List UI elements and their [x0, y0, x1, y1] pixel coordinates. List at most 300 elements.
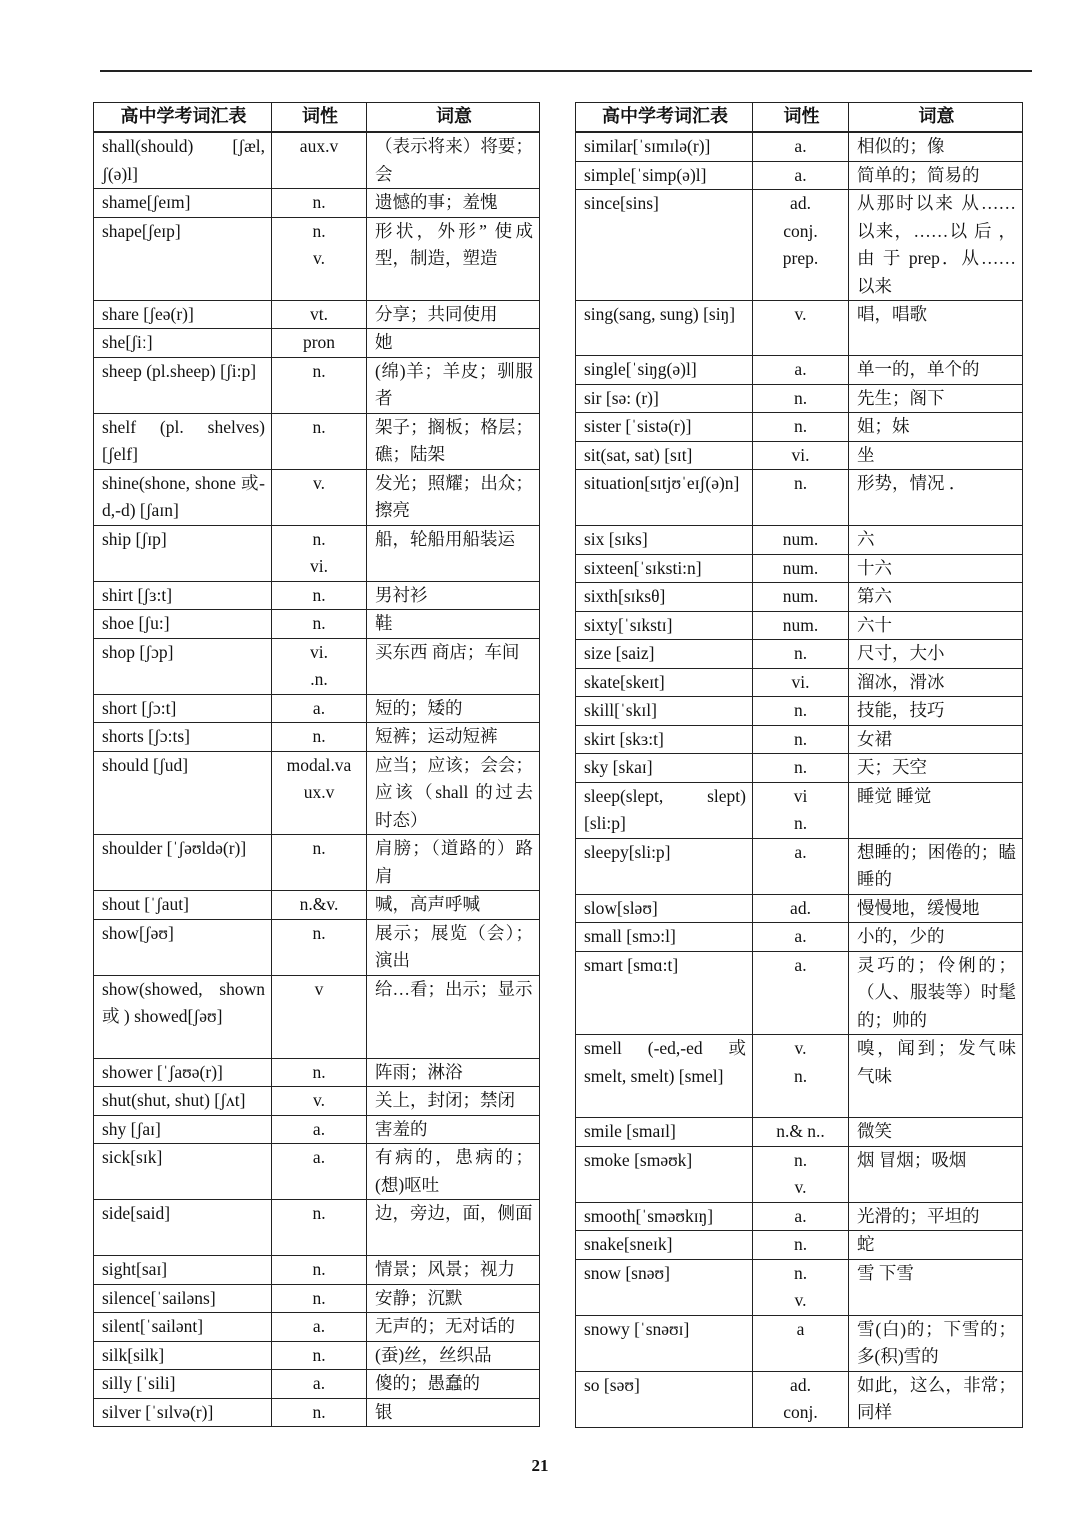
part-of-speech [753, 1315, 849, 1371]
vocab-word: shall(should) [ʃæl, ʃ(ə)l] [94, 132, 272, 189]
vocab-meaning: 分享；共同使用 [367, 300, 540, 329]
col-header-pos: 词性 [272, 103, 367, 133]
vocab-word: side[said] [94, 1200, 272, 1256]
vocab-word: shorts [ʃɔ:ts] [94, 723, 272, 752]
table-row [94, 357, 540, 413]
pos-label: v. [794, 1290, 807, 1310]
pos-label: v [314, 978, 324, 999]
vocab-word: share [ʃeə(r)] [94, 300, 272, 329]
vocab-meaning: 买东西 商店；车间 [367, 638, 540, 694]
pos-label: ad. [790, 193, 811, 213]
part-of-speech [753, 1231, 849, 1260]
table-row [94, 189, 540, 218]
table-row [94, 891, 540, 920]
pos-label: a. [312, 1316, 326, 1336]
part-of-speech [753, 894, 849, 923]
vocab-word: shy [ʃaɪ] [94, 1115, 272, 1144]
part-of-speech [272, 329, 367, 358]
table-row [576, 161, 1023, 190]
part-of-speech [272, 1200, 367, 1256]
table-row [94, 975, 540, 1058]
table-row [94, 413, 540, 469]
part-of-speech [753, 356, 849, 385]
table-row [94, 300, 540, 329]
pos-label: n. [312, 360, 326, 381]
vocab-word: sixty[ˈsɪkstɪ] [576, 611, 753, 640]
col-header-meaning: 词意 [367, 103, 540, 133]
vocab-word: shoe [ʃu:] [94, 610, 272, 639]
table-row [576, 611, 1023, 640]
part-of-speech [272, 1144, 367, 1200]
vocab-word: sixteen[ˈsɪksti:n] [576, 554, 753, 583]
vocab-meaning: 尺寸，大小 [849, 640, 1023, 669]
vocab-meaning: 形势，情况 ． [849, 470, 1023, 526]
vocab-meaning: 边，旁边，面，侧面 [367, 1200, 540, 1256]
pos-label: n. [312, 1344, 326, 1365]
vocab-word: sing(sang, sung) [siŋ] [576, 301, 753, 356]
table-row [94, 1341, 540, 1370]
vocab-meaning: 唱，唱歌 [849, 301, 1023, 356]
vocab-meaning: 姐；妹 [849, 413, 1023, 442]
vocab-word: sheep (pl.sheep) [ʃi:p] [94, 357, 272, 413]
vocab-word: silence[ˈsailəns] [94, 1284, 272, 1313]
pos-label: a. [312, 1118, 326, 1139]
vocab-word: snake[sneɪk] [576, 1231, 753, 1260]
pos-label: conj. [783, 1402, 818, 1422]
part-of-speech [272, 1256, 367, 1285]
pos-label: a. [794, 359, 807, 379]
vocab-word: smoke [sməʊk] [576, 1146, 753, 1202]
vocab-word: show[ʃəʊ] [94, 919, 272, 975]
part-of-speech [753, 1259, 849, 1315]
vocab-meaning: 肩膀；（道路的）路肩 [367, 835, 540, 891]
vocab-word: six [sɪks] [576, 526, 753, 555]
pos-label: num. [782, 586, 819, 606]
pos-label: ad. [790, 1374, 811, 1395]
table-row [94, 329, 540, 358]
pos-label: conj. [783, 220, 818, 241]
pos-label: n. [793, 1065, 808, 1086]
table-row [94, 1144, 540, 1200]
pos-label: num. [782, 557, 819, 578]
part-of-speech [272, 1087, 367, 1116]
vocab-meaning: 单一的，单个的 [849, 356, 1023, 385]
vocab-word: size [saiz] [576, 640, 753, 669]
vocab-word: sleep(slept, slept) [sli:p] [576, 782, 753, 838]
vocab-meaning: 银 [367, 1398, 540, 1427]
vocab-meaning: 嗅，闻到；发气味 气味 [849, 1035, 1023, 1118]
vocab-meaning: 六 [849, 526, 1023, 555]
pos-label: vi. [791, 444, 810, 465]
part-of-speech [753, 1146, 849, 1202]
part-of-speech [753, 1035, 849, 1118]
vocab-meaning: (绵)羊；羊皮；驯服者 [367, 357, 540, 413]
vocab-meaning: 慢慢地，缓慢地 [849, 894, 1023, 923]
vocab-word: she[ʃiː] [94, 329, 272, 358]
vocab-meaning: 如此，这么，非常；同样 [849, 1371, 1023, 1427]
table-row [576, 1315, 1023, 1371]
vocab-meaning: 短裤；运动短裤 [367, 723, 540, 752]
vocab-rows-right [576, 132, 1023, 1427]
pos-label: n. [312, 528, 326, 549]
part-of-speech [272, 835, 367, 891]
vocab-word: short [ʃɔ:t] [94, 694, 272, 723]
vocab-word: skate[skeɪt] [576, 668, 753, 697]
part-of-speech [753, 668, 849, 697]
table-row [94, 132, 540, 189]
vocab-word: shirt [ʃɜ:t] [94, 581, 272, 610]
part-of-speech [753, 697, 849, 726]
vocab-word: simple[ˈsimp(ə)l] [576, 161, 753, 190]
pos-label: num. [782, 529, 819, 549]
vocab-meaning: 遗憾的事；羞愧 [367, 189, 540, 218]
table-row [576, 413, 1023, 442]
pos-label: n. [793, 813, 808, 833]
part-of-speech [753, 470, 849, 526]
pos-label: a. [794, 136, 807, 156]
pos-label: n. [312, 922, 326, 943]
table-row [576, 441, 1023, 470]
pos-label: n. [793, 1234, 808, 1254]
pos-label: n. [793, 416, 808, 436]
pos-label: n. [312, 838, 326, 858]
table-row [576, 356, 1023, 385]
vocab-meaning: 鞋 [367, 610, 540, 639]
part-of-speech [272, 1341, 367, 1370]
part-of-speech [272, 581, 367, 610]
part-of-speech [272, 469, 367, 525]
vocab-word: smell (-ed,-ed 或 smelt, smelt) [smel] [576, 1035, 753, 1118]
vocab-word: shut(shut, shut) [ʃʌt] [94, 1087, 272, 1116]
part-of-speech [753, 526, 849, 555]
table-row [94, 723, 540, 752]
pos-label: v. [794, 304, 807, 324]
part-of-speech [753, 923, 849, 952]
part-of-speech [753, 754, 849, 783]
part-of-speech [753, 640, 849, 669]
vocab-meaning: 发光；照耀；出众；擦亮 [367, 469, 540, 525]
part-of-speech [753, 441, 849, 470]
pos-label: n. [312, 1203, 326, 1223]
vocab-word: shame[ʃeɪm] [94, 189, 272, 218]
table-row [94, 581, 540, 610]
vocab-meaning: 给…看；出示；显示 [367, 975, 540, 1058]
part-of-speech [753, 838, 849, 894]
pos-label: a. [312, 1147, 326, 1167]
table-row [576, 754, 1023, 783]
pos-label: v. [313, 1090, 325, 1110]
pos-label: pron [302, 332, 336, 352]
pos-label: n. [793, 700, 808, 720]
pos-label: a. [794, 841, 807, 862]
part-of-speech [272, 891, 367, 920]
vocab-word: sir [sə: (r)] [576, 384, 753, 413]
vocab-table-left [93, 102, 540, 1427]
part-of-speech [753, 384, 849, 413]
table-row [576, 894, 1023, 923]
table-row [94, 1087, 540, 1116]
vocab-meaning: 技能，技巧 [849, 697, 1023, 726]
pos-label: n. [312, 220, 326, 241]
table-row [94, 1200, 540, 1256]
table-row [94, 694, 540, 723]
vocab-word: shelf (pl. shelves) [ʃelf] [94, 413, 272, 469]
table-row [94, 1313, 540, 1342]
vocab-meaning: （表示将来）将要；会 [367, 132, 540, 189]
vocab-meaning: 应当；应该；会会；应该（shall 的过去时态） [367, 751, 540, 835]
vocab-word: silver [ˈsɪlvə(r)] [94, 1398, 272, 1427]
part-of-speech [272, 1284, 367, 1313]
part-of-speech [272, 610, 367, 639]
part-of-speech [753, 951, 849, 1035]
vocab-meaning: 坐 [849, 441, 1023, 470]
pos-label: n. [312, 1259, 326, 1279]
vocab-meaning: (蚕)丝，丝织品 [367, 1341, 540, 1370]
pos-label: n. [312, 1061, 326, 1082]
vocab-word: sleepy[sli:p] [576, 838, 753, 894]
table-row [576, 1146, 1023, 1202]
table-row [94, 835, 540, 891]
table-row [576, 1231, 1023, 1260]
pos-label: a. [794, 164, 807, 185]
col-header-pos: 词性 [753, 103, 849, 133]
table-row [94, 610, 540, 639]
table-row [576, 384, 1023, 413]
part-of-speech [753, 301, 849, 356]
part-of-speech [272, 1398, 367, 1427]
vocab-word: small [smɔ:l] [576, 923, 753, 952]
pos-label: ad. [790, 897, 811, 918]
part-of-speech [753, 161, 849, 190]
table-row [94, 1115, 540, 1144]
vocab-word: shine(shone, shone 或-d,-d) [ʃaɪn] [94, 469, 272, 525]
vocab-meaning: 阵雨；淋浴 [367, 1058, 540, 1087]
part-of-speech [272, 694, 367, 723]
table-row [576, 838, 1023, 894]
part-of-speech [272, 1115, 367, 1144]
vocab-word: should [ʃud] [94, 751, 272, 835]
pos-label: a [796, 1318, 805, 1339]
pos-label: n. [793, 387, 808, 408]
table-row [576, 1118, 1023, 1147]
pos-label: vi. [310, 556, 328, 576]
vocab-meaning: 十六 [849, 554, 1023, 583]
col-header-meaning: 词意 [849, 103, 1023, 133]
pos-label: n. [312, 1287, 326, 1308]
pos-label: vt. [310, 303, 328, 324]
table-row [94, 751, 540, 835]
table-row [576, 782, 1023, 838]
vocab-meaning: 六十 [849, 611, 1023, 640]
page-number: 21 [531, 1456, 549, 1475]
pos-label: vi. [310, 641, 328, 662]
vocab-word: silly [ˈsili] [94, 1370, 272, 1399]
vocab-word: since[sins] [576, 190, 753, 301]
part-of-speech [272, 413, 367, 469]
vocab-word: similar[ˈsɪmɪlə(r)] [576, 132, 753, 161]
pos-label: n. [793, 728, 808, 749]
part-of-speech [272, 357, 367, 413]
pos-label: a. [794, 1205, 807, 1226]
table-row [94, 1058, 540, 1087]
header-rule [100, 70, 1032, 72]
col-header-word: 高中学考词汇表 [94, 103, 272, 133]
pos-label: n. [793, 1149, 808, 1170]
part-of-speech [272, 638, 367, 694]
vocab-word: shower [ˈʃaʊə(r)] [94, 1058, 272, 1087]
table-row [576, 640, 1023, 669]
pos-label: a. [312, 1373, 326, 1393]
part-of-speech [753, 1118, 849, 1147]
vocab-meaning: 烟 冒烟；吸烟 [849, 1146, 1023, 1202]
pos-label: modal.va [286, 754, 352, 775]
vocab-meaning: 相似的；像 [849, 132, 1023, 161]
vocab-meaning: 害羞的 [367, 1115, 540, 1144]
table-row [94, 919, 540, 975]
part-of-speech [272, 975, 367, 1058]
pos-label: n.& n.. [776, 1121, 825, 1141]
pos-label: n. [312, 192, 326, 212]
table-row [94, 469, 540, 525]
vocab-meaning: 关上，封闭；禁闭 [367, 1087, 540, 1116]
part-of-speech [272, 751, 367, 835]
pos-label: n. [793, 757, 808, 777]
pos-label: v. [313, 472, 325, 493]
vocab-meaning: 雪(白)的；下雪的；多(积)雪的 [849, 1315, 1023, 1371]
pos-label: n. [793, 1262, 808, 1283]
pos-label: a. [794, 926, 807, 946]
table-row [576, 526, 1023, 555]
vocab-meaning: 船，轮船用船装运 [367, 525, 540, 581]
table-row [94, 1256, 540, 1285]
pos-label: n. [312, 1401, 326, 1422]
table-row [94, 217, 540, 300]
part-of-speech [753, 413, 849, 442]
vocab-meaning: 雪 下雪 [849, 1259, 1023, 1315]
part-of-speech [753, 554, 849, 583]
vocab-meaning: 小的，少的 [849, 923, 1023, 952]
part-of-speech [753, 1371, 849, 1427]
vocab-meaning: 喊，高声呼喊 [367, 891, 540, 920]
pos-label: n. [793, 643, 808, 663]
vocab-word: skill[ˈskɪl] [576, 697, 753, 726]
part-of-speech [272, 723, 367, 752]
vocab-meaning: 想睡的；困倦的；瞌睡的 [849, 838, 1023, 894]
vocab-word: shop [ʃɔp] [94, 638, 272, 694]
vocab-meaning: 光滑的；平坦的 [849, 1202, 1023, 1231]
vocab-meaning: 架子；搁板；格层；礁；陆架 [367, 413, 540, 469]
vocab-word: so [səʊ] [576, 1371, 753, 1427]
pos-label: n. [312, 584, 326, 605]
part-of-speech [272, 1058, 367, 1087]
vocab-word: sister [ˈsistə(r)] [576, 413, 753, 442]
pos-label: vi. [791, 671, 810, 692]
part-of-speech [272, 919, 367, 975]
vocab-word: silk[silk] [94, 1341, 272, 1370]
vocab-meaning: 无声的；无对话的 [367, 1313, 540, 1342]
table-row [94, 1284, 540, 1313]
vocab-meaning: 有病的，患病的；(想)呕吐 [367, 1144, 540, 1200]
vocab-meaning: 安静；沉默 [367, 1284, 540, 1313]
vocab-meaning: 溜冰，滑冰 [849, 668, 1023, 697]
pos-label: num. [782, 614, 819, 635]
table-row [576, 132, 1023, 161]
vocab-word: shape[ʃeɪp] [94, 217, 272, 300]
vocab-meaning: 情景；风景；视力 [367, 1256, 540, 1285]
table-row [576, 668, 1023, 697]
vocab-word: silent[ˈsailənt] [94, 1313, 272, 1342]
table-row [576, 470, 1023, 526]
vocab-word: sixth[sɪksθ] [576, 583, 753, 612]
table-row [576, 1035, 1023, 1118]
table-row [576, 301, 1023, 356]
table-row [576, 951, 1023, 1035]
pos-label: n. [793, 473, 808, 493]
table-row [576, 697, 1023, 726]
vocab-meaning: 睡觉 睡觉 [849, 782, 1023, 838]
vocab-meaning: 她 [367, 329, 540, 358]
table-row [94, 1370, 540, 1399]
table-row [576, 583, 1023, 612]
vocab-word: ship [ʃɪp] [94, 525, 272, 581]
pos-label: v. [794, 1177, 807, 1197]
pos-label: prep. [782, 248, 819, 268]
vocab-meaning: 天；天空 [849, 754, 1023, 783]
part-of-speech [272, 300, 367, 329]
vocab-word: shout [ˈʃaut] [94, 891, 272, 920]
part-of-speech [753, 1202, 849, 1231]
table-row [94, 525, 540, 581]
pos-label: v. [794, 1038, 807, 1058]
part-of-speech [753, 725, 849, 754]
vocab-word: snow [snəʊ] [576, 1259, 753, 1315]
table-row [576, 725, 1023, 754]
vocab-word: snowy [ˈsnəʊɪ] [576, 1315, 753, 1371]
vocab-meaning: 短的；矮的 [367, 694, 540, 723]
part-of-speech [272, 189, 367, 218]
vocab-meaning: 灵巧的；伶俐的；（人、服装等）时髦的；帅的 [849, 951, 1023, 1035]
vocab-word: single[ˈsiŋg(ə)l] [576, 356, 753, 385]
pos-label: n. [312, 726, 326, 746]
vocab-word: skirt [skɜ:t] [576, 725, 753, 754]
vocab-meaning: 先生；阁下 [849, 384, 1023, 413]
pos-label: aux.v [299, 136, 339, 156]
vocab-meaning: 从那时以来 从……以来，……以 后 ， 由 于 prep．从……以来 [849, 190, 1023, 301]
part-of-speech [753, 132, 849, 161]
pos-label: v. [313, 248, 325, 268]
part-of-speech [272, 1313, 367, 1342]
vocab-word: smile [smaɪl] [576, 1118, 753, 1147]
vocab-meaning: 女裙 [849, 725, 1023, 754]
vocab-meaning: 简单的；简易的 [849, 161, 1023, 190]
table-row [576, 190, 1023, 301]
vocab-word: smart [smɑ:t] [576, 951, 753, 1035]
vocab-word: sight[saɪ] [94, 1256, 272, 1285]
pos-label: a. [312, 697, 326, 718]
vocab-meaning: 形状，外形” 使成型，制造，塑造 [367, 217, 540, 300]
part-of-speech [753, 782, 849, 838]
vocab-meaning: 微笑 [849, 1118, 1023, 1147]
vocab-word: situation[sɪtjʊˈeɪʃ(ə)n] [576, 470, 753, 526]
col-header-word: 高中学考词汇表 [576, 103, 753, 133]
vocab-word: smooth[ˈsməʊkɪŋ] [576, 1202, 753, 1231]
vocab-word: show(showed, shown 或 ) showed[ʃəʊ] [94, 975, 272, 1058]
part-of-speech [753, 611, 849, 640]
pos-label: ux.v [303, 782, 335, 802]
part-of-speech [272, 525, 367, 581]
vocab-meaning: 第六 [849, 583, 1023, 612]
vocab-rows-left [94, 132, 540, 1427]
